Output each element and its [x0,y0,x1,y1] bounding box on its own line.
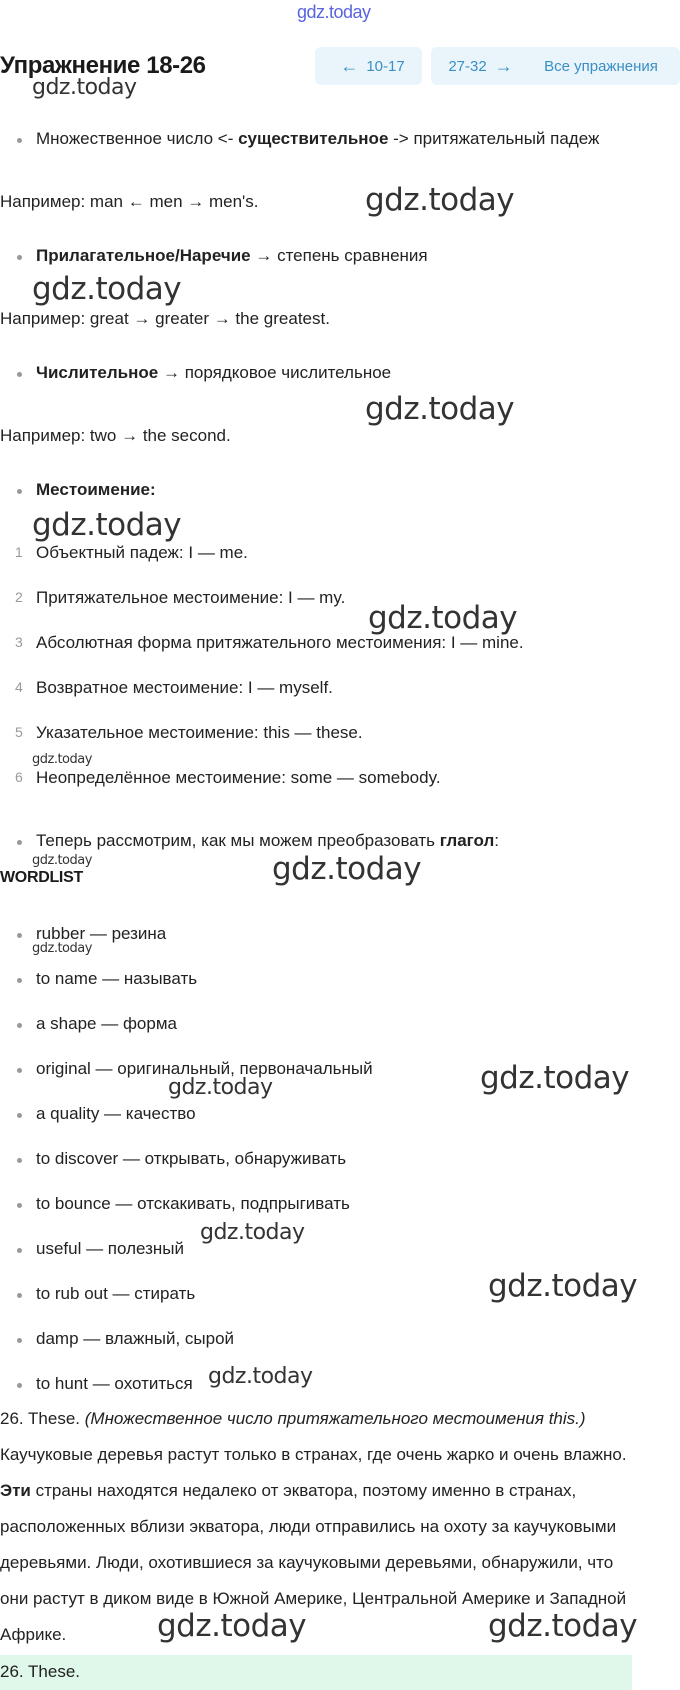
watermark: gdz.today [32,271,182,307]
list-item: Местоимение: [0,480,680,502]
example-text: Например: two → the second. [0,426,231,445]
watermark: gdz.today [488,1268,638,1304]
bullet-icon [17,840,22,845]
watermark: gdz.today [200,1220,305,1245]
prev-exercise-label: 10-17 [366,57,405,75]
wordlist-heading: WORDLIST [0,869,83,886]
bullet-icon [17,1068,22,1073]
bullet-icon [17,489,22,494]
numbered-item: 3 Абсолютная форма притяжательного местоимения: I — mine. [15,633,524,652]
watermark: gdz.today [32,507,182,543]
list-item: Множественное число <- существительное -> притяжательный падеж [0,129,680,151]
bullet-icon [17,1383,22,1388]
answer-line: деревьями. Люди, охотившиеся за каучуковыми деревьями, обнаружили, что [0,1553,614,1572]
watermark: gdz.today [32,941,92,956]
example-text: Например: great → greater → the greatest. [0,309,330,328]
page-title: Упражнение 18-26 [0,52,206,79]
watermark: gdz.today [32,853,92,868]
numbered-item: 1 Объектный падеж: I — me. [15,543,248,562]
list-item: to bounce — отскакивать, подпрыгивать [0,1194,680,1216]
list-item: original — оригинальный, первоначальный [0,1059,680,1081]
list-item: damp — влажный, сырой [0,1329,680,1351]
answer-line: расположенных вблизи экватора, люди отправились на охоту за каучуковыми [0,1517,617,1536]
list-item: a shape — форма [0,1014,680,1036]
watermark: gdz.today [488,1608,638,1644]
answer-line: они растут в диком виде в Южной Америке, Центральной Америке и Западной [0,1589,627,1608]
all-exercises-button[interactable] [522,47,680,85]
list-item: to hunt — охотиться [0,1374,680,1396]
numbered-item: 4 Возвратное местоимение: I — myself. [15,678,333,697]
bullet-icon [17,1113,22,1118]
bullet-icon [17,255,22,260]
bullet-icon [17,1023,22,1028]
answer-line: Эти страны находятся недалеко от экватора, поэтому именно в странах, [0,1481,577,1500]
bullet-icon [17,372,22,377]
next-exercise-label: 27-32 [448,57,487,75]
site-logo[interactable]: gdz.today [297,2,371,22]
bullet-icon [17,1338,22,1343]
prev-exercise-button[interactable] [315,47,422,85]
bullet-icon [17,1158,22,1163]
list-item: Числительное → порядковое числительное [0,363,680,385]
numbered-item: 6 Неопределённое местоимение: some — somebody. [15,768,441,787]
answer-line: Каучуковые деревья растут только в странах, где очень жарко и очень влажно. [0,1445,627,1464]
answer-line: 26. These. (Множественное число притяжательного местоимения this.) [0,1409,586,1428]
bullet-icon [17,1248,22,1253]
watermark: gdz.today [32,75,137,100]
list-item: rubber — резина [0,924,680,946]
bullet-icon [17,1203,22,1208]
list-item: a quality — качество [0,1104,680,1126]
arrow-right-icon: → [494,55,513,76]
watermark: gdz.today [157,1608,307,1644]
list-item: to name — называть [0,969,680,991]
watermark: gdz.today [480,1060,630,1096]
answer-line: Африке. [0,1625,67,1644]
numbered-item: 2 Притяжательное местоимение: I — my. [15,588,346,607]
watermark: gdz.today [168,1075,273,1100]
watermark: gdz.today [365,182,515,218]
list-item: to discover — открывать, обнаруживать [0,1149,680,1171]
arrow-left-icon: ← [340,55,359,76]
list-item: Прилагательное/Наречие → степень сравнения [0,246,680,268]
bullet-icon [17,1293,22,1298]
list-item: Теперь рассмотрим, как мы можем преобразовать глагол: [0,831,680,853]
list-item: to rub out — стирать [0,1284,680,1306]
list-item: useful — полезный [0,1239,680,1261]
watermark: gdz.today [208,1364,313,1389]
watermark: gdz.today [272,851,422,887]
bullet-icon [17,933,22,938]
watermark: gdz.today [368,600,518,636]
all-exercises-label: Все упражнения [544,57,658,75]
watermark: gdz.today [32,752,92,767]
numbered-item: 5 Указательное местоимение: this — these. [15,723,363,742]
example-text: Например: man ← men → men's. [0,192,259,211]
bullet-icon [17,978,22,983]
short-answer-box [0,1655,632,1690]
bullet-icon [17,138,22,143]
watermark: gdz.today [365,391,515,427]
short-answer-text: 26. These. [0,1662,81,1681]
